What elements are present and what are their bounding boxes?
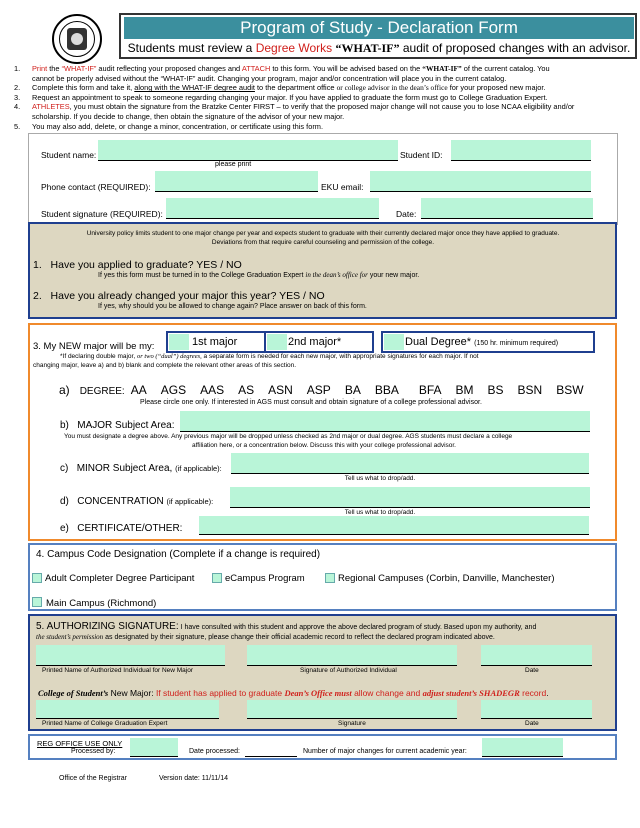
instruction-4-cont: scholarship. If you decide to change, then obtain the signature of the advisor of your new major. <box>32 111 345 121</box>
degree-note: Please circle one only. If interested in AGS must consult and obtain signature of a college professional advisor. <box>140 399 482 406</box>
concentration-note: Tell us what to drop/add. <box>344 509 416 516</box>
subject-label: b) MAJOR Subject Area: <box>60 420 175 431</box>
auth-line-2: the student’s permission as designated by their signature, please change their official academic record to reflect the declared program indicated above. <box>36 633 495 641</box>
footer-version: Version date: 11/11/14 <box>159 775 229 782</box>
instruction-2: 2. Complete this form and take it, along with the WHAT-IF degree audit to the department office or college advisor in the dean’s office for your proposed new major. <box>14 83 546 93</box>
degree-AS: AS <box>238 383 255 397</box>
second-major-label: 2nd major* <box>288 336 342 348</box>
processed-by-field[interactable] <box>130 738 178 756</box>
instruction-1: 1. Print the “WHAT-IF” audit reflecting your proposed changes and ATTACH to this form. You will be advised based on the “WHAT-IF” of the current catalog. You <box>14 64 550 73</box>
certificate-label: e) CERTIFICATE/OTHER: <box>60 523 183 534</box>
second-major-checkbox[interactable] <box>267 334 287 350</box>
policy-line-2: Deviations from that require careful counseling and permission of the college. <box>211 239 435 246</box>
col-grad-expert-signature: Signature <box>338 720 366 727</box>
col-date: Date <box>525 667 539 674</box>
col-grad-expert-name: Printed Name of College Graduation Expert <box>42 720 168 727</box>
degree-ASP: ASP <box>306 383 331 397</box>
degree-BFA: BFA <box>418 383 442 397</box>
major-changes-field[interactable] <box>482 738 563 756</box>
student-id-label: Student ID: <box>400 150 443 160</box>
student-id-field[interactable] <box>451 140 591 160</box>
date-processed-field[interactable] <box>245 756 297 757</box>
question-2-note: If yes, why should you be allowed to change again? Place answer on back of this form. <box>98 303 367 310</box>
auth-line-1: 5. AUTHORIZING SIGNATURE: I have consulted with this student and approve the above declared program of study. Based upon my authority, and <box>36 621 537 632</box>
major-subject-field[interactable] <box>180 411 590 431</box>
policy-line-1: University policy limits student to one major change per year and expects student to graduate with their currently declared major once they have applied to graduate. <box>86 230 560 237</box>
instructions <box>14 64 630 131</box>
degree-ASN: ASN <box>268 383 293 397</box>
instruction-4: 4. ATHLETES, you must obtain the signature from the Bratzke Center FIRST – to verify that the proposed major change will not cause you to lose NCAA eligibility and/or <box>14 102 575 112</box>
col-signature: Signature of Authorized Individual <box>300 667 397 674</box>
office-use-title: REG OFFICE USE ONLY <box>37 739 123 748</box>
authorized-name-field[interactable] <box>36 645 225 665</box>
main-campus-checkbox[interactable] <box>32 597 42 607</box>
regional-label: Regional Campuses (Corbin, Danville, Manchester) <box>338 573 555 584</box>
degree-BSW: BSW <box>556 383 584 397</box>
col-printed-name: Printed Name of Authorized Individual for New Major <box>42 667 194 674</box>
campus-title: 4. Campus Code Designation (Complete if a change is required) <box>36 549 321 560</box>
col-grad-expert-date: Date <box>525 720 539 727</box>
major-changes-label: Number of major changes for current academic year: <box>303 748 467 755</box>
instruction-5: 5. You may also add, delete, or change a minor, concentration, or certificate using this form. <box>14 121 323 131</box>
phone-field[interactable] <box>155 171 318 191</box>
degree-BA: BA <box>344 383 361 397</box>
email-field[interactable] <box>370 171 591 191</box>
second-major-option[interactable] <box>264 331 374 353</box>
dual-degree-option[interactable] <box>381 331 595 353</box>
degree-options[interactable] <box>131 383 598 397</box>
signature-label: Student signature (REQUIRED): <box>41 209 163 219</box>
degree-AAS: AAS <box>200 383 225 397</box>
footer-office: Office of the Registrar <box>59 775 127 782</box>
dual-degree-checkbox[interactable] <box>384 334 404 350</box>
question-1: 1. Have you applied to graduate? YES / NO <box>33 259 242 271</box>
date-label: Date: <box>396 209 417 219</box>
minor-note: Tell us what to drop/add. <box>344 475 416 482</box>
first-major-option[interactable] <box>166 331 270 353</box>
university-seal <box>52 14 102 64</box>
dual-degree-label: Dual Degree* (150 hr. minimum required) <box>405 336 559 348</box>
regional-checkbox[interactable] <box>325 573 335 583</box>
adult-completer-checkbox[interactable] <box>32 573 42 583</box>
grad-expert-name-field[interactable] <box>36 700 219 718</box>
degree-AGS: AGS <box>160 383 187 397</box>
concentration-field[interactable] <box>230 487 590 507</box>
instruction-1-cont: cannot be properly advised without the “WHAT-IF” audit. Changing your program, major and/or concentration will place you in the current catalog. <box>32 73 507 83</box>
degree-BBA: BBA <box>374 383 399 397</box>
grad-expert-signature-field[interactable] <box>247 700 457 718</box>
college-line: College of Student’s New Major: If student has applied to graduate Dean’s Office must allow change and adjust student’s SHADEGR record. <box>38 688 549 698</box>
certificate-field[interactable] <box>199 516 589 534</box>
student-date-field[interactable] <box>421 198 593 218</box>
date-processed-label: Date processed: <box>189 748 240 755</box>
first-major-label: 1st major <box>192 336 238 348</box>
grad-expert-date-field[interactable] <box>481 700 592 718</box>
degree-BM: BM <box>455 383 474 397</box>
degree-row: a) DEGREE: AA AGS AAS AS ASN ASP BA BBA BFA BM BS BSN BSW <box>59 383 598 397</box>
minor-label: c) MINOR Subject Area, (if applicable): <box>60 463 222 474</box>
processed-by-label: Processed by: <box>71 748 116 755</box>
ecampus-label: eCampus Program <box>225 573 305 584</box>
question-1-note: If yes this form must be turned in to the College Graduation Expert in the dean’s office for your new major. <box>98 271 420 279</box>
concentration-label: d) CONCENTRATION (if applicable): <box>60 496 214 507</box>
ecampus-checkbox[interactable] <box>212 573 222 583</box>
degree-AA: AA <box>130 383 147 397</box>
minor-field[interactable] <box>231 453 589 473</box>
authorized-date-field[interactable] <box>481 645 592 665</box>
email-label: EKU email: <box>321 182 364 192</box>
degree-BS: BS <box>487 383 504 397</box>
question-2: 2. Have you already changed your major this year? YES / NO <box>33 290 325 302</box>
phone-label: Phone contact (REQUIRED): <box>41 182 151 192</box>
instruction-3: 3. Request an appointment to speak to someone regarding changing your major. If you have applied to graduate the form must go to College Graduation Expert. <box>14 92 548 102</box>
first-major-checkbox[interactable] <box>169 334 189 350</box>
student-name-label: Student name: <box>41 150 97 160</box>
subject-note-2: affiliation here, or a concentration below. Discuss this with your college professional advisor. <box>192 442 456 449</box>
new-major-label: 3. My NEW major will be my: <box>33 341 155 352</box>
authorized-signature-field[interactable] <box>247 645 457 665</box>
student-signature-field[interactable] <box>166 198 379 218</box>
form-title: Program of Study - Declaration Form <box>124 17 634 39</box>
subject-note-1: You must designate a degree above. Any previous major will be dropped unless checked as 2nd major or dual degree. AGS students must declare a college <box>64 433 513 440</box>
adult-completer-label: Adult Completer Degree Participant <box>45 573 195 584</box>
main-campus-label: Main Campus (Richmond) <box>46 598 157 609</box>
degree-BSN: BSN <box>517 383 543 397</box>
please-print-note: please print <box>215 161 252 168</box>
student-name-field[interactable] <box>98 140 398 160</box>
form-subtitle: Students must review a Degree Works “WHAT-IF” audit of proposed changes with an advisor. <box>127 41 631 55</box>
double-major-note: *If declaring double major, or two (“dual”) degrees, a separate form is needed for each new major, with appropriate signatures for each major. If not <box>60 353 479 360</box>
double-major-note-2: changing major, leave a) and b) blank and complete the relevant other areas of this section. <box>33 362 297 369</box>
